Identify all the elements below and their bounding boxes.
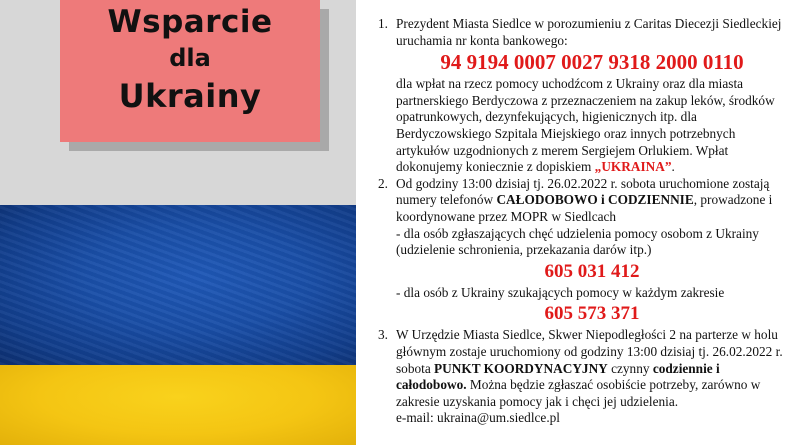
title-line-1: Wsparcie: [107, 4, 273, 40]
ukraine-flag-blue-stripe: [0, 205, 356, 365]
title-line-3: Ukrainy: [118, 77, 262, 115]
list-item-1: [374, 16, 788, 176]
item-1-tag-end: .: [671, 159, 675, 175]
item-3-text-c: Można będzie zgłaszać osobiście potrzeby, zarówno w zakresie uzyskania pomocy jak i chęci jej udzielenia.: [396, 377, 761, 409]
phone-number-help-seek: 605 573 371: [544, 303, 640, 325]
title-line-2: dla: [169, 44, 211, 72]
item-3-text-b: czynny: [611, 360, 650, 376]
item-2-intro-b: , prowadzone i koordynowane przez MOPR w Siedlcach: [396, 192, 773, 224]
item-2-intro-bold: CAŁODOBOWO i CODZIENNIE: [496, 192, 694, 208]
list-item-3: [374, 327, 788, 427]
item-3-bold-a: PUNKT KOORDYNACYJNY: [434, 360, 608, 376]
item-1-body: dla wpłat na rzecz pomocy uchodźcom z Ukrainy oraz dla miasta partnerskiego Berdyczowa z przeznaczeniem na zakup leków, środków opatrunkowych, dezynfekujących, higienicznych itp. dla Berdyczowskiego Szpitala Miejskiego oraz innych potrzebnych artykułów uzgodnionych z merem Sergiejem Orlukiem. Wpłat dokonujemy koniecznie z dopiskiem: [396, 76, 775, 175]
left-panel: [0, 0, 356, 445]
item-number: 1.: [378, 16, 388, 31]
item-3-text-a: W Urzędzie Miasta Siedlce, Skwer Niepodległości 2 na parterze w holu głównym zostaje uruchomiony od godziny 13:00 dzisiaj tj. 26.02.2022 r. sobota: [396, 327, 783, 376]
item-1-intro: Prezydent Miasta Siedlce w porozumieniu z Caritas Diecezji Siedleckiej uruchamia nr konta bankowego:: [396, 16, 782, 48]
list-item-2: [374, 176, 788, 326]
ukraine-flag-yellow-stripe: [0, 365, 356, 445]
item-1-tag: „UKRAINA”: [594, 159, 672, 175]
item-2-intro-a: Od godziny 13:00 dzisiaj tj. 26.02.2022 r. sobota uruchomione zostają numery telefonów: [396, 175, 770, 208]
item-3-bold-b: codziennie i całodobowo.: [396, 360, 720, 393]
phone-number-help-offer: 605 031 412: [544, 260, 640, 282]
bank-account-number: 94 9194 0007 0027 9318 2000 0110: [440, 50, 744, 75]
item-number: 3.: [378, 327, 388, 343]
info-list: [374, 16, 788, 427]
contact-email: e-mail: ukraina@um.siedlce.pl: [396, 410, 560, 426]
title-card: [60, 0, 320, 142]
item-number: 2.: [378, 175, 388, 191]
item-2-line-a: - dla osób zgłaszających chęć udzielenia pomocy osobom z Ukrainy (udzielenie schronienia, przekazania darów itp.): [396, 225, 759, 258]
item-2-line-b: - dla osób z Ukrainy szukających pomocy w każdym zakresie: [396, 284, 725, 300]
